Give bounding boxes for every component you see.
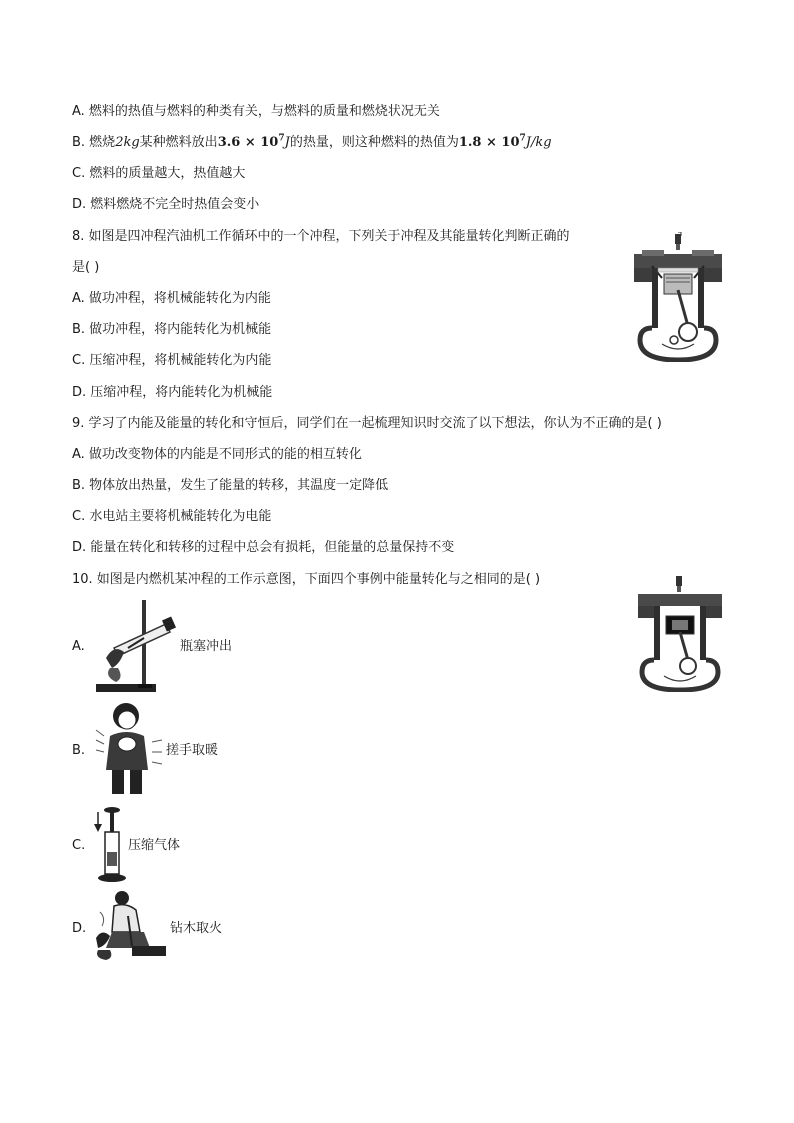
q7-option-b-heat-coef: 3.6 × 10 (217, 135, 279, 150)
q9-option-d: D. 能量在转化和转移的过程中总会有损耗，但能量的总量保持不变 (72, 540, 455, 555)
q7-option-a: A. 燃料的热值与燃料的种类有关，与燃料的质量和燃烧状况无关 (72, 104, 440, 119)
q10-option-c-text: 压缩气体 (128, 838, 181, 853)
q7-option-b-mass: 2kg (115, 135, 140, 150)
q7-option-c: C. 燃料的质量越大，热值越大 (72, 166, 246, 181)
q7-option-b-heat-exp: 7 (278, 133, 285, 144)
q9-option-b: B. 物体放出热量，发生了能量的转移，其温度一定降低 (72, 478, 389, 493)
rubbing-hands-image (94, 700, 164, 798)
q9-option-a: A. 做功改变物体的内能是不同形式的能的相互转化 (72, 447, 362, 462)
q10-stem: 10. 如图是内燃机某冲程的工作示意图，下面四个事例中能量转化与之相同的是( ) (72, 572, 541, 587)
q7-option-b-mid: 某种燃料放出 (139, 135, 218, 150)
stopper-popping-image (94, 598, 180, 696)
q10-option-a-letter: A. (72, 639, 85, 654)
q8-option-b: B. 做功冲程，将内能转化为机械能 (72, 322, 272, 337)
q10-option-a-text: 瓶塞冲出 (180, 639, 233, 654)
q7-option-b-val-exp: 7 (519, 133, 526, 144)
q7-option-b-val-unit: J/kg (525, 135, 552, 150)
q8-option-d: D. 压缩冲程，将内能转化为机械能 (72, 385, 273, 400)
q10-option-c-letter: C. (72, 838, 86, 853)
engine-diagram-q10 (636, 576, 724, 692)
q10-option-b-text: 搓手取暖 (166, 743, 219, 758)
q10-option-b-letter: B. (72, 743, 86, 758)
q8-stem-line2: 是( ) (72, 260, 100, 275)
q9-stem: 9. 学习了内能及能量的转化和守恒后，同学们在一起梳理知识时交流了以下想法，你认为不正确的是( ) (72, 416, 662, 431)
q8-stem-line1: 8. 如图是四冲程汽油机工作循环中的一个冲程，下列关于冲程及其能量转化判断正确的 (72, 229, 570, 244)
q7-option-b-prefix: B. 燃烧 (72, 135, 116, 150)
compress-gas-image (92, 806, 126, 884)
q7-option-b-mid2: 的热量，则这种燃料的热值为 (289, 135, 459, 150)
q7-option-b-heat-unit: J (284, 135, 290, 150)
q7-option-b-val-coef: 1.8 × 10 (458, 135, 520, 150)
engine-diagram-q8 (632, 232, 724, 362)
q10-option-d-letter: D. (72, 921, 87, 936)
q8-option-c: C. 压缩冲程，将机械能转化为内能 (72, 353, 272, 368)
q8-option-a: A. 做功冲程，将机械能转化为内能 (72, 291, 271, 306)
drilling-wood-fire-image (92, 888, 170, 964)
q9-option-c: C. 水电站主要将机械能转化为电能 (72, 509, 272, 524)
q7-option-b (72, 134, 552, 152)
q7-option-d: D. 燃料燃烧不完全时热值会变小 (72, 197, 260, 212)
q10-option-d-text: 钻木取火 (170, 921, 223, 936)
